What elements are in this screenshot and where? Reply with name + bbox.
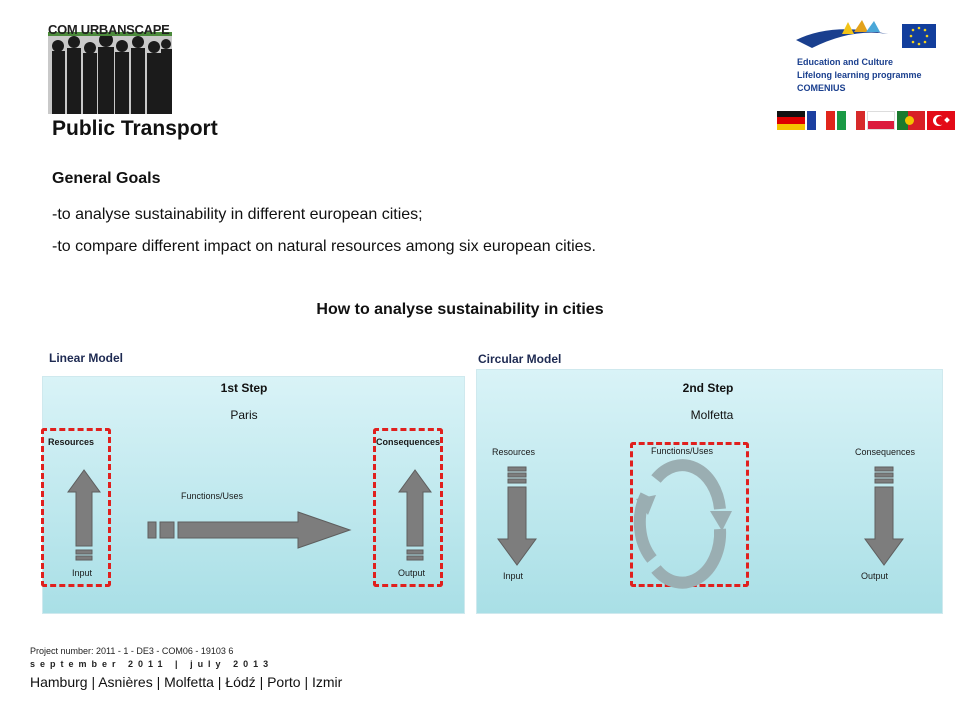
linear-model-label: Linear Model (49, 351, 124, 365)
circular-arrows-icon (476, 369, 941, 612)
circular-model-label: Circular Model (478, 352, 562, 366)
linear-input-label: Input (72, 568, 93, 578)
goal-item-1: -to analyse sustainability in different european cities; (52, 206, 423, 223)
italy-flag-icon (837, 111, 865, 130)
linear-output-label: Output (398, 568, 426, 578)
goal-item-2: -to compare different impact on natural resources among six european cities. (52, 238, 596, 255)
circular-output-label: Output (861, 571, 889, 581)
linear-arrows-icon (42, 376, 463, 612)
france-flag-icon (807, 111, 835, 130)
eu-line-3: COMENIUS (797, 83, 846, 93)
linear-city-label: Paris (230, 408, 258, 422)
page-title: Public Transport (52, 117, 218, 140)
circular-functions-label: Functions/Uses (651, 446, 714, 456)
circular-resources-label: Resources (492, 447, 536, 457)
section-title: How to analyse sustainability in cities (316, 301, 604, 318)
eu-line-1: Education and Culture (797, 57, 894, 67)
circular-input-label: Input (503, 571, 524, 581)
turkey-flag-icon (927, 111, 955, 130)
logo-text: COM URBANSCAPE (48, 22, 170, 37)
project-dates: september 2011 | july 2013 (30, 659, 274, 669)
linear-resources-label: Resources (48, 437, 95, 447)
linear-functions-label: Functions/Uses (181, 491, 244, 501)
linear-step-label: 1st Step (220, 381, 268, 395)
project-number: Project number: 2011 - 1 - DE3 - COM06 - 19103 6 (30, 646, 234, 656)
linear-consequences-label: Consequences (376, 437, 441, 447)
poland-flag-icon (867, 111, 895, 130)
eu-line-2: Lifelong learning programme (797, 70, 922, 80)
circular-step-label: 2nd Step (682, 381, 734, 395)
circular-consequences-label: Consequences (855, 447, 916, 457)
partner-cities: Hamburg | Asnières | Molfetta | Łódź | Porto | Izmir (30, 674, 343, 690)
germany-flag-icon (777, 111, 805, 130)
goals-heading: General Goals (52, 170, 161, 187)
circular-city-label: Molfetta (690, 408, 734, 422)
portugal-flag-icon (897, 111, 925, 130)
country-flags (777, 111, 955, 131)
